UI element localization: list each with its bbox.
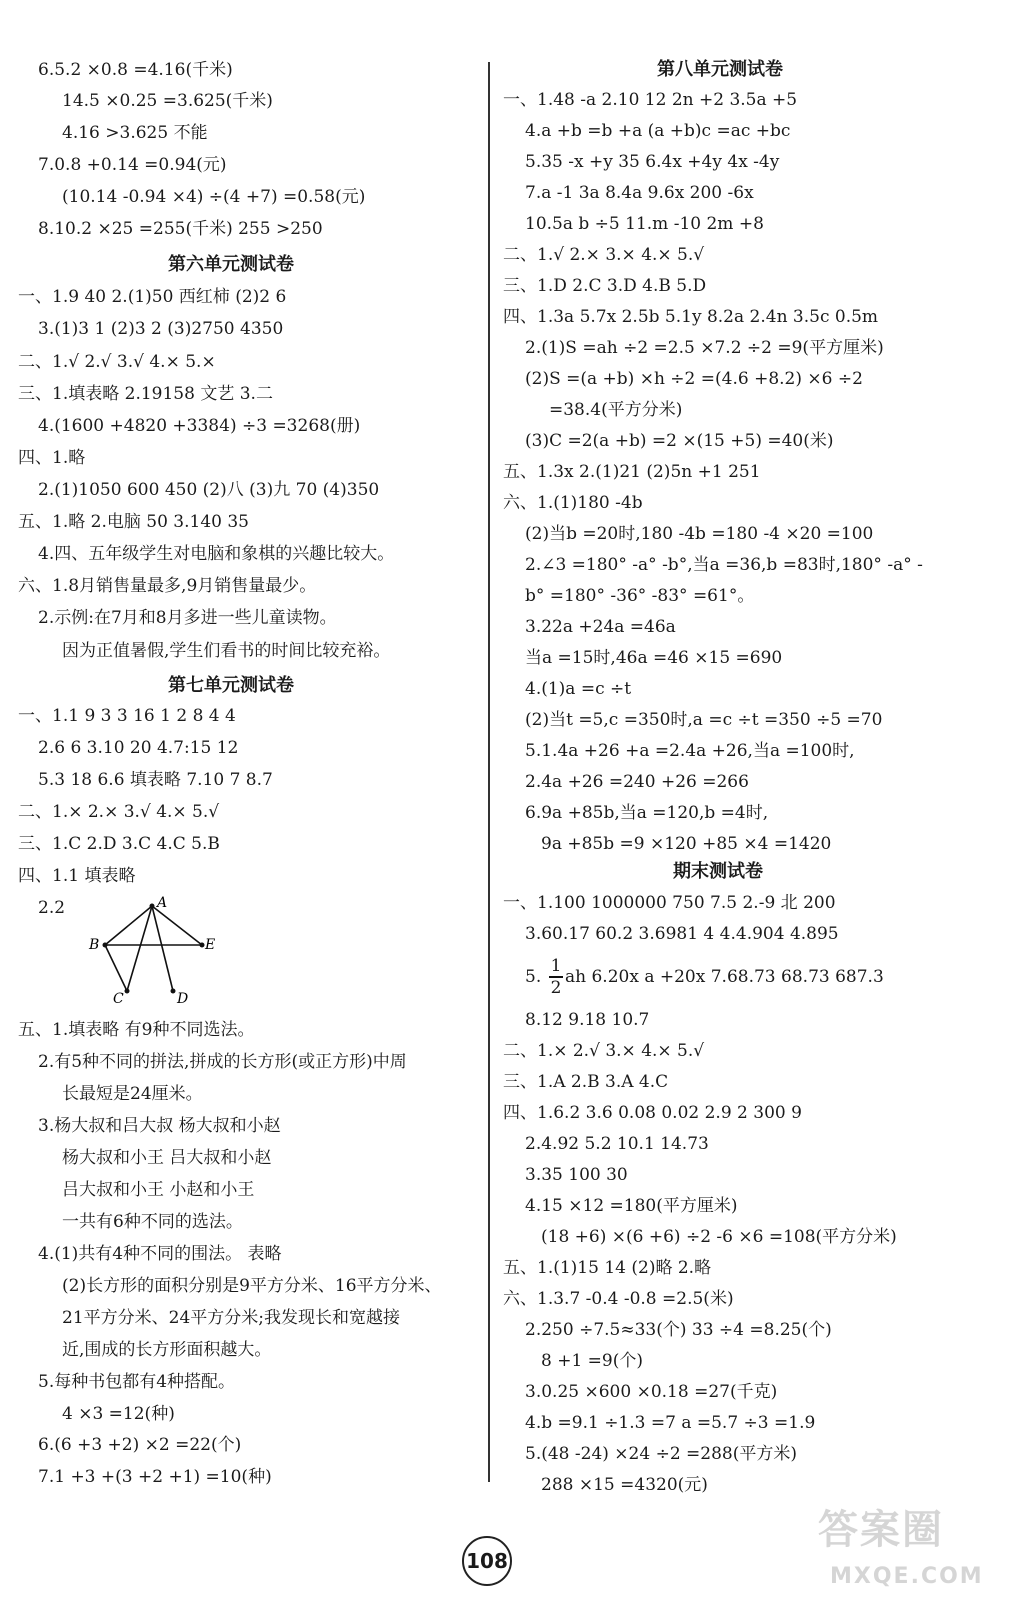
answer-line: 9a +85b =9 ×120 +85 ×4 =1420 <box>541 834 832 854</box>
answer-line: 2.6 6 3.10 20 4.7:15 12 <box>38 738 239 758</box>
answer-line: 5.35 -x +y 35 6.4x +4y 4x -4y <box>525 152 780 172</box>
answer-line: 四、1.1 填表略 <box>18 866 136 886</box>
answer-line: 4.(1)共有4种不同的围法。 表略 <box>38 1244 282 1264</box>
answer-line: 3.22a +24a =46a <box>525 617 676 637</box>
answer-line: 2.示例:在7月和8月多进一些儿童读物。 <box>38 608 337 628</box>
watermark-title: 答案圈 <box>818 1507 944 1553</box>
answer-line: 2.4a +26 =240 +26 =266 <box>525 772 749 792</box>
label-b: B <box>89 937 100 953</box>
answer-line: 7.1 +3 +(3 +2 +1) =10(种) <box>38 1467 272 1487</box>
answer-line: 因为正值暑假,学生们看书的时间比较充裕。 <box>62 641 391 661</box>
section-heading: 第七单元测试卷 <box>168 675 294 696</box>
answer-line: 三、1.D 2.C 3.D 4.B 5.D <box>503 276 707 296</box>
point-c <box>125 989 130 994</box>
answer-line: 5.(48 -24) ×24 ÷2 =288(平方米) <box>525 1444 797 1464</box>
answer-line: 杨大叔和小王 吕大叔和小赵 <box>62 1148 272 1168</box>
answer-line: 三、1.C 2.D 3.C 4.C 5.B <box>18 834 220 854</box>
answer-line: 4.b =9.1 ÷1.3 =7 a =5.7 ÷3 =1.9 <box>525 1413 816 1433</box>
answer-line: 5.每种书包都有4种搭配。 <box>38 1372 236 1392</box>
answer-line: 4.15 ×12 =180(平方厘米) <box>525 1196 738 1216</box>
answer-line: 2.∠3 =180° -a° -b°,当a =36,b =83时,180° -a° - <box>525 555 923 575</box>
answer-line: 五、1.3x 2.(1)21 (2)5n +1 251 <box>503 462 761 482</box>
answer-line: 2.(1)S =ah ÷2 =2.5 ×7.2 ÷2 =9(平方厘米) <box>525 338 884 358</box>
answer-line: 288 ×15 =4320(元) <box>541 1475 708 1495</box>
answer-line: 3.35 100 30 <box>525 1165 628 1185</box>
fraction-denominator: 2 <box>550 978 562 998</box>
answer-line: 21平方分米、24平方分米;我发现长和宽越接 <box>62 1308 400 1328</box>
answer-line: 14.5 ×0.25 =3.625(千米) <box>62 91 273 111</box>
answer-line: 6.(6 +3 +2) ×2 =22(个) <box>38 1435 242 1455</box>
answer-line: 六、1.8月销售量最多,9月销售量最少。 <box>18 576 317 596</box>
answer-line: 4 ×3 =12(种) <box>62 1404 175 1424</box>
answer-line: 三、1.填表略 2.19158 文艺 3.二 <box>18 384 273 404</box>
answer-line: 一、1.48 -a 2.10 12 2n +2 3.5a +5 <box>503 90 798 110</box>
geometry-diagram <box>85 895 235 1010</box>
page-number: 108 <box>462 1536 512 1586</box>
answer-line: 2.2 <box>38 898 66 918</box>
answer-line: 7.a -1 3a 8.4a 9.6x 200 -6x <box>525 183 754 203</box>
answer-line: 当a =15时,46a =46 ×15 =690 <box>525 648 783 668</box>
watermark-url: MXQE.COM <box>830 1564 984 1589</box>
answer-line: 5. <box>525 967 542 987</box>
answer-line: 吕大叔和小王 小赵和小王 <box>62 1180 255 1200</box>
answer-line: 10.5a b ÷5 11.m -10 2m +8 <box>525 214 764 234</box>
section-heading: 第八单元测试卷 <box>657 59 783 80</box>
point-a <box>150 904 155 909</box>
answer-line: 8.12 9.18 10.7 <box>525 1010 650 1030</box>
answer-line: 4.a +b =b +a (a +b)c =ac +bc <box>525 121 791 141</box>
segment-ab <box>105 906 152 945</box>
segment-ac <box>127 906 152 991</box>
answer-line: 3.60.17 60.2 3.6981 4 4.4.904 4.895 <box>525 924 839 944</box>
answer-line: 长最短是24厘米。 <box>62 1084 203 1104</box>
answer-line: 6.5.2 ×0.8 =4.16(千米) <box>38 60 233 80</box>
answer-line: 4.(1)a =c ÷t <box>525 679 632 699</box>
label-e: E <box>205 937 216 953</box>
fraction-numerator: 1 <box>550 956 562 976</box>
answer-line: 3.0.25 ×600 ×0.18 =27(千克) <box>525 1382 778 1402</box>
answer-line: 2.250 ÷7.5≈33(个) 33 ÷4 =8.25(个) <box>525 1320 832 1340</box>
column-divider <box>488 62 490 1482</box>
answer-line: 8.10.2 ×25 =255(千米) 255 >250 <box>38 219 323 239</box>
answer-line: 五、1.(1)15 14 (2)略 2.略 <box>503 1258 712 1278</box>
answer-line: (2)S =(a +b) ×h ÷2 =(4.6 +8.2) ×6 ÷2 <box>525 369 863 389</box>
point-e <box>200 943 205 948</box>
answer-line: 6.9a +85b,当a =120,b =4时, <box>525 803 769 823</box>
answer-line: 二、1.× 2.× 3.√ 4.× 5.√ <box>18 802 220 822</box>
answer-line: 3.(1)3 1 (2)3 2 (3)2750 4350 <box>38 319 284 339</box>
answer-line: (2)当b =20时,180 -4b =180 -4 ×20 =100 <box>525 524 874 544</box>
answer-line: 五、1.填表略 有9种不同选法。 <box>18 1020 255 1040</box>
answer-line: 8 +1 =9(个) <box>541 1351 644 1371</box>
answer-line: 近,围成的长方形面积越大。 <box>62 1340 272 1360</box>
point-d <box>171 989 176 994</box>
answer-line: 一、1.1 9 3 3 16 1 2 8 4 4 <box>18 706 236 726</box>
label-a: A <box>157 895 168 911</box>
answer-line: 4.四、五年级学生对电脑和象棋的兴趣比较大。 <box>38 544 395 564</box>
answer-line: 一共有6种不同的选法。 <box>62 1212 243 1232</box>
answer-line: (18 +6) ×(6 +6) ÷2 -6 ×6 =108(平方分米) <box>541 1227 897 1247</box>
answer-line: 5.3 18 6.6 填表略 7.10 7 8.7 <box>38 770 273 790</box>
answer-line: 六、1.(1)180 -4b <box>503 493 643 513</box>
answer-line: 2.4.92 5.2 10.1 14.73 <box>525 1134 709 1154</box>
answer-line: 三、1.A 2.B 3.A 4.C <box>503 1072 669 1092</box>
segment-ad <box>152 906 173 991</box>
section-heading: 期末测试卷 <box>673 861 763 882</box>
answer-line: 二、1.√ 2.× 3.× 4.× 5.√ <box>503 245 705 265</box>
answer-line: (2)当t =5,c =350时,a =c ÷t =350 ÷5 =70 <box>525 710 883 730</box>
answer-line: 二、1.√ 2.√ 3.√ 4.× 5.× <box>18 352 216 372</box>
label-c: C <box>113 991 124 1007</box>
answer-line: 一、1.100 1000000 750 7.5 2.-9 北 200 <box>503 893 836 913</box>
watermark-logo <box>810 1498 1000 1598</box>
answer-line: 5.1.4a +26 +a =2.4a +26,当a =100时, <box>525 741 855 761</box>
answer-line: 四、1.略 <box>18 448 86 468</box>
answer-line: 四、1.3a 5.7x 2.5b 5.1y 8.2a 2.4n 3.5c 0.5m <box>503 307 879 327</box>
section-heading: 第六单元测试卷 <box>168 254 294 275</box>
answer-line: 4.16 >3.625 不能 <box>62 123 208 143</box>
answer-line: (10.14 -0.94 ×4) ÷(4 +7) =0.58(元) <box>62 187 366 207</box>
answer-line: ah 6.20x a +20x 7.68.73 68.73 687.3 <box>565 967 884 987</box>
answer-line: 二、1.× 2.√ 3.× 4.× 5.√ <box>503 1041 705 1061</box>
answer-line: 六、1.3.7 -0.4 -0.8 =2.5(米) <box>503 1289 734 1309</box>
answer-line: 一、1.9 40 2.(1)50 西红柿 (2)2 6 <box>18 287 287 307</box>
segment-bc <box>105 945 127 991</box>
answer-line: 2.有5种不同的拼法,拼成的长方形(或正方形)中周 <box>38 1052 407 1072</box>
answer-line: 7.0.8 +0.14 =0.94(元) <box>38 155 227 175</box>
label-d: D <box>177 991 189 1007</box>
answer-line: (3)C =2(a +b) =2 ×(15 +5) =40(米) <box>525 431 834 451</box>
point-b <box>103 943 108 948</box>
answer-line: 五、1.略 2.电脑 50 3.140 35 <box>18 512 249 532</box>
answer-line: b° =180° -36° -83° =61°。 <box>525 586 755 606</box>
answer-line: 2.(1)1050 600 450 (2)八 (3)九 70 (4)350 <box>38 480 380 500</box>
answer-line: 3.杨大叔和吕大叔 杨大叔和小赵 <box>38 1116 281 1136</box>
answer-line: =38.4(平方分米) <box>549 400 683 420</box>
answer-line: 4.(1600 +4820 +3384) ÷3 =3268(册) <box>38 416 361 436</box>
answer-line: 四、1.6.2 3.6 0.08 0.02 2.9 2 300 9 <box>503 1103 802 1123</box>
answer-line: (2)长方形的面积分别是9平方分米、16平方分米、 <box>62 1276 442 1296</box>
